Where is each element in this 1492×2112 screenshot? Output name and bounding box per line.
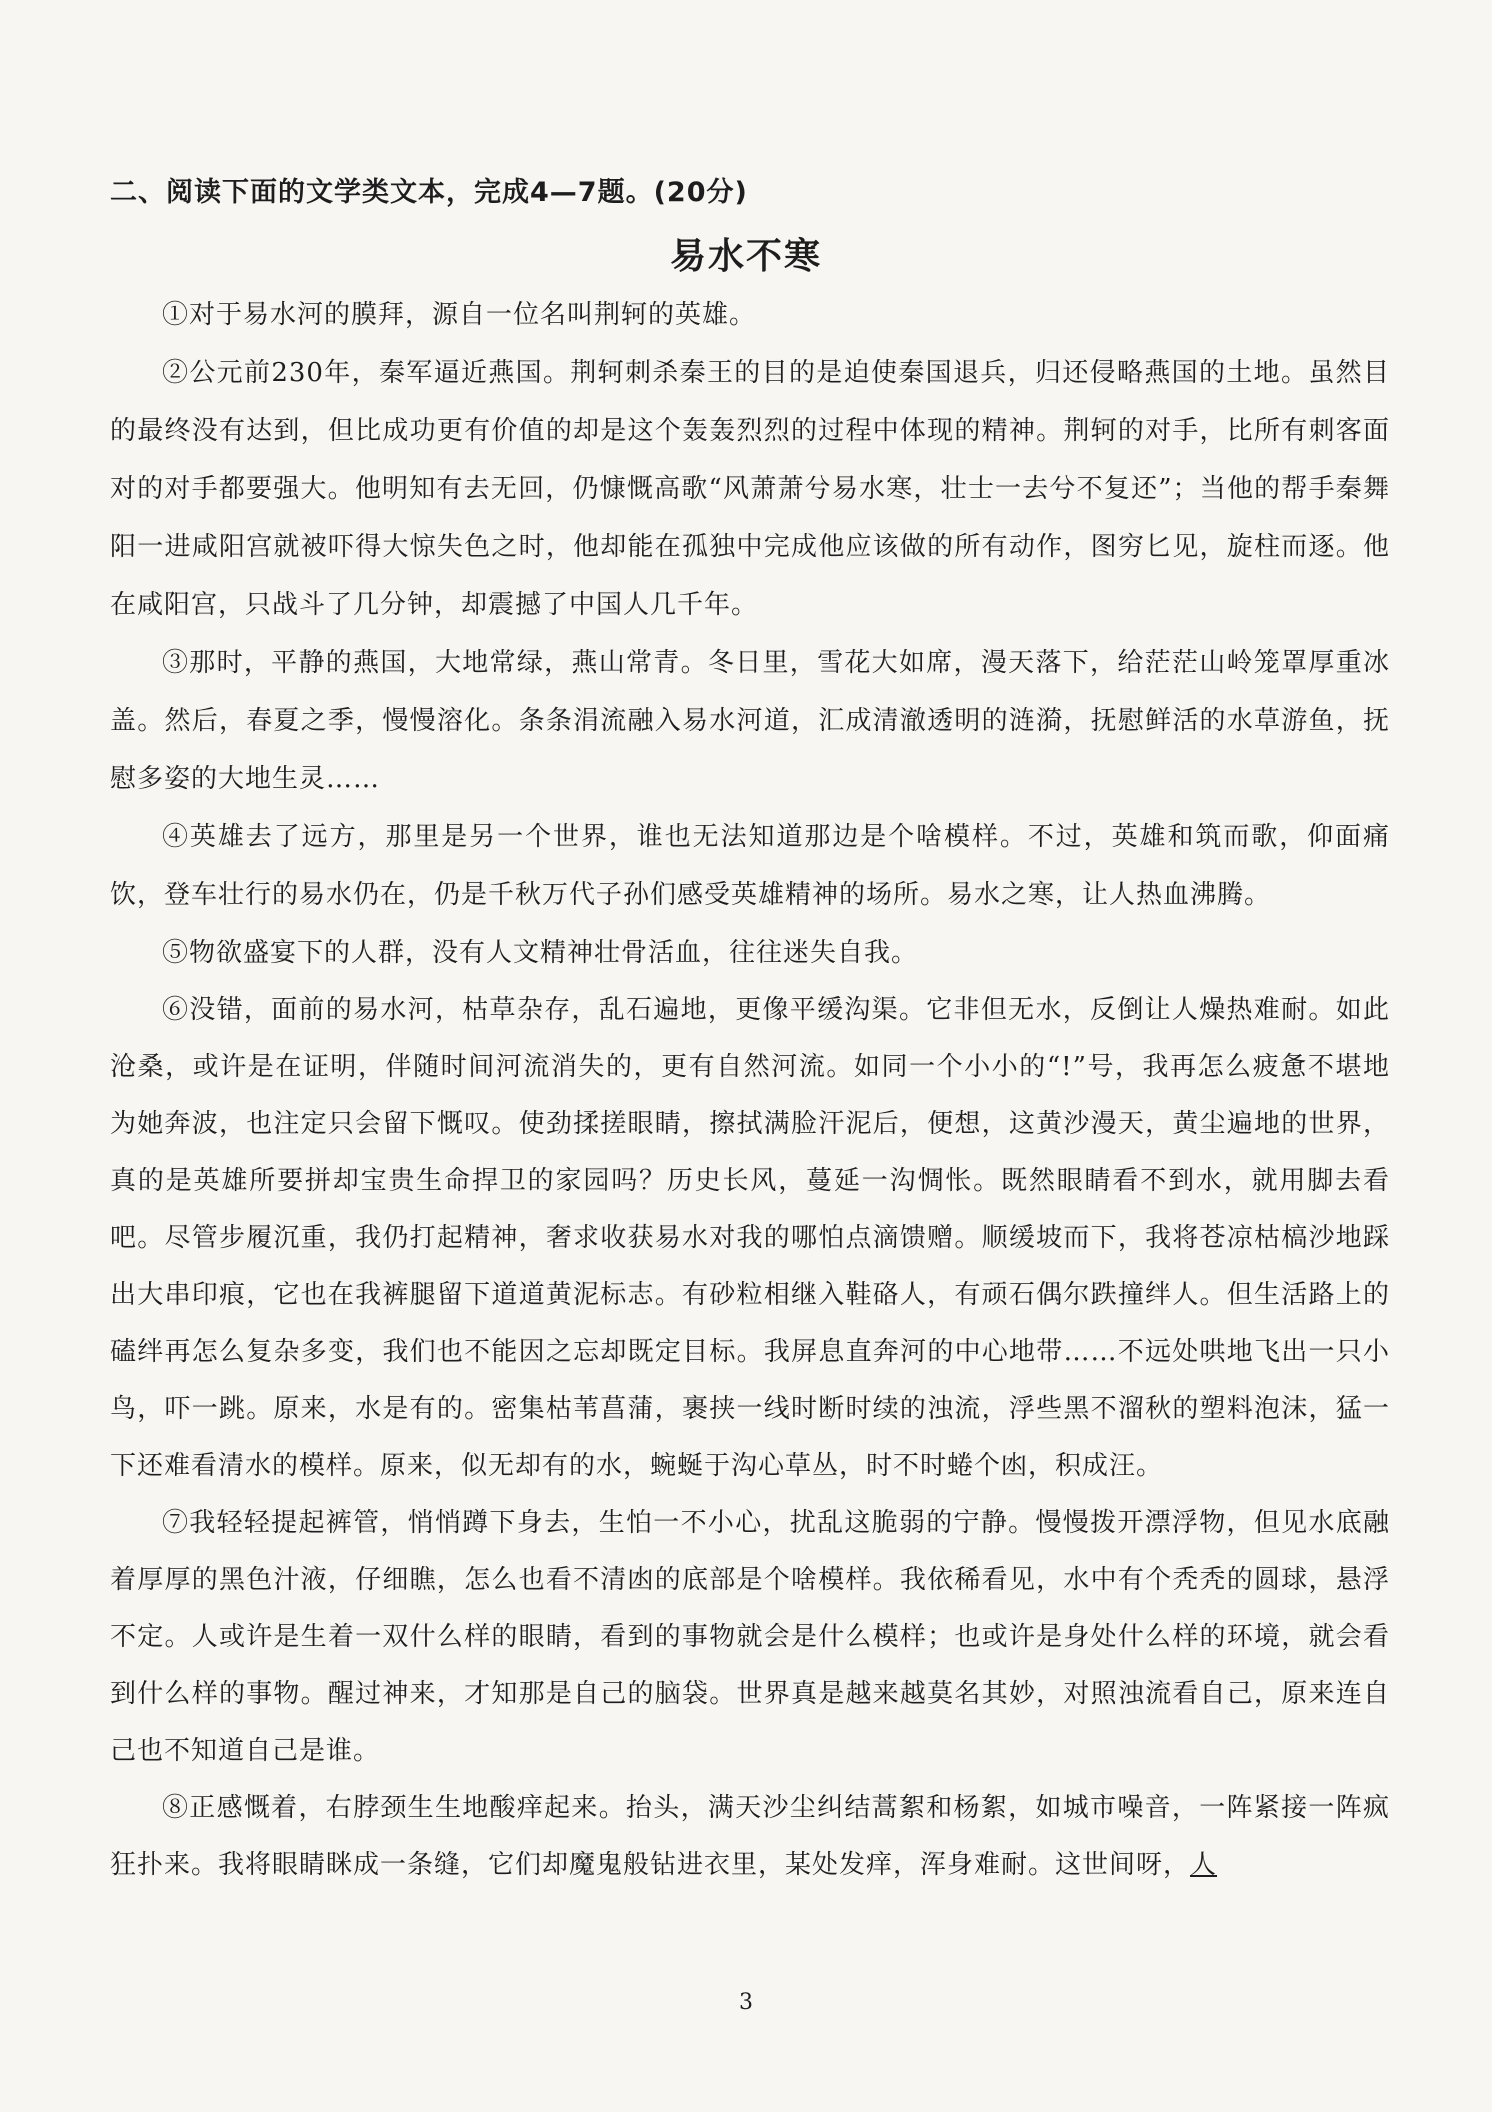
section-heading: 二、阅读下面的文学类文本，完成4—7题。(20分) [110,177,748,208]
article-title: 易水不寒 [669,236,822,277]
paragraph-6: ⑥没错，面前的易水河，枯草杂存，乱石遍地，更像平缓沟渠。它非但无水，反倒让人燥热难耐。如此沧桑，或许是在证明，伴随时间河流消失的，更有自然河流。如同一个小小的“!”号，我再怎么疲惫不堪地为她奔波，也注定只会留下慨叹。使劲揉搓眼睛，擦拭满脸汗泥后，便想，这黄沙漫天，黄尘遍地的世界，真的是英雄所要拼却宝贵生命捍卫的家园吗？历史长风，蔓延一沟惆怅。既然眼睛看不到水，就用脚去看吧。尽管步履沉重，我仍打起精神，奢求收获易水对我的哪怕点滴馈赠。顺缓坡而下，我将苍凉枯槁沙地踩出大串印痕，它也在我裤腿留下道道黄泥标志。有砂粒相继入鞋硌人，有顽石偶尔跌撞绊人。但生活路上的磕绊再怎么复杂多变，我们也不能因之忘却既定目标。我屏息直奔河的中心地带……不远处哄地飞出一只小鸟，吓一跳。原来，水是有的。密集枯苇菖蒲，裹挟一线时断时续的浊流，浮些黑不溜秋的塑料泡沫，猛一下还难看清水的模样。原来，似无却有的水，蜿蜒于沟心草丛，时不时蜷个凼，积成汪。 [110,995,1390,1481]
paragraph-3: ③那时，平静的燕国，大地常绿，燕山常青。冬日里，雪花大如席，漫天落下，给茫茫山岭笼罩厚重冰盖。然后，春夏之季，慢慢溶化。条条涓流融入易水河道，汇成清澈透明的涟漪，抚慰鲜活的水草游鱼，抚慰多姿的大地生灵…… [110,648,1390,794]
paragraph-8-text: ⑧正感慨着，右脖颈生生地酸痒起来。抬头，满天沙尘纠结蒿絮和杨絮，如城市噪音，一阵紧接一阵疯狂扑来。我将眼睛眯成一条缝，它们却魔鬼般钻进衣里，某处发痒，浑身难耐。这世间呀， [110,1793,1390,1880]
page-number: 3 [739,1990,753,2015]
paragraph-5: ⑤物欲盛宴下的人群，没有人文精神壮骨活血，往往迷失自我。 [162,938,919,968]
underlined-text: 人 [1190,1850,1218,1880]
paragraph-4: ④英雄去了远方，那里是另一个世界，谁也无法知道那边是个啥模样。不过，英雄和筑而歌，仰面痛饮，登车壮行的易水仍在，仍是千秋万代子孙们感受英雄精神的场所。易水之寒，让人热血沸腾。 [110,822,1390,910]
paragraph-8 [110,1780,1390,1894]
paragraph-1: ①对于易水河的膜拜，源自一位名叫荆轲的英雄。 [162,300,757,330]
article-body [110,286,1390,1894]
paragraph-2: ②公元前230年，秦军逼近燕国。荆轲刺杀秦王的目的是迫使秦国退兵，归还侵略燕国的土地。虽然目的最终没有达到，但比成功更有价值的却是这个轰轰烈烈的过程中体现的精神。荆轲的对手，比所有刺客面对的对手都要强大。他明知有去无回，仍慷慨高歌“风萧萧兮易水寒，壮士一去兮不复还”；当他的帮手秦舞阳一进咸阳宫就被吓得大惊失色之时，他却能在孤独中完成他应该做的所有动作，图穷匕见，旋柱而逐。他在咸阳宫，只战斗了几分钟，却震撼了中国人几千年。 [110,358,1390,620]
paragraph-7: ⑦我轻轻提起裤管，悄悄蹲下身去，生怕一不小心，扰乱这脆弱的宁静。慢慢拨开漂浮物，但见水底融着厚厚的黑色汁液，仔细瞧，怎么也看不清凼的底部是个啥模样。我依稀看见，水中有个秃秃的圆球，悬浮不定。人或许是生着一双什么样的眼睛，看到的事物就会是什么模样；也或许是身处什么样的环境，就会看到什么样的事物。醒过神来，才知那是自己的脑袋。世界真是越来越莫名其妙，对照浊流看自己，原来连自己也不知道自己是谁。 [110,1508,1390,1766]
